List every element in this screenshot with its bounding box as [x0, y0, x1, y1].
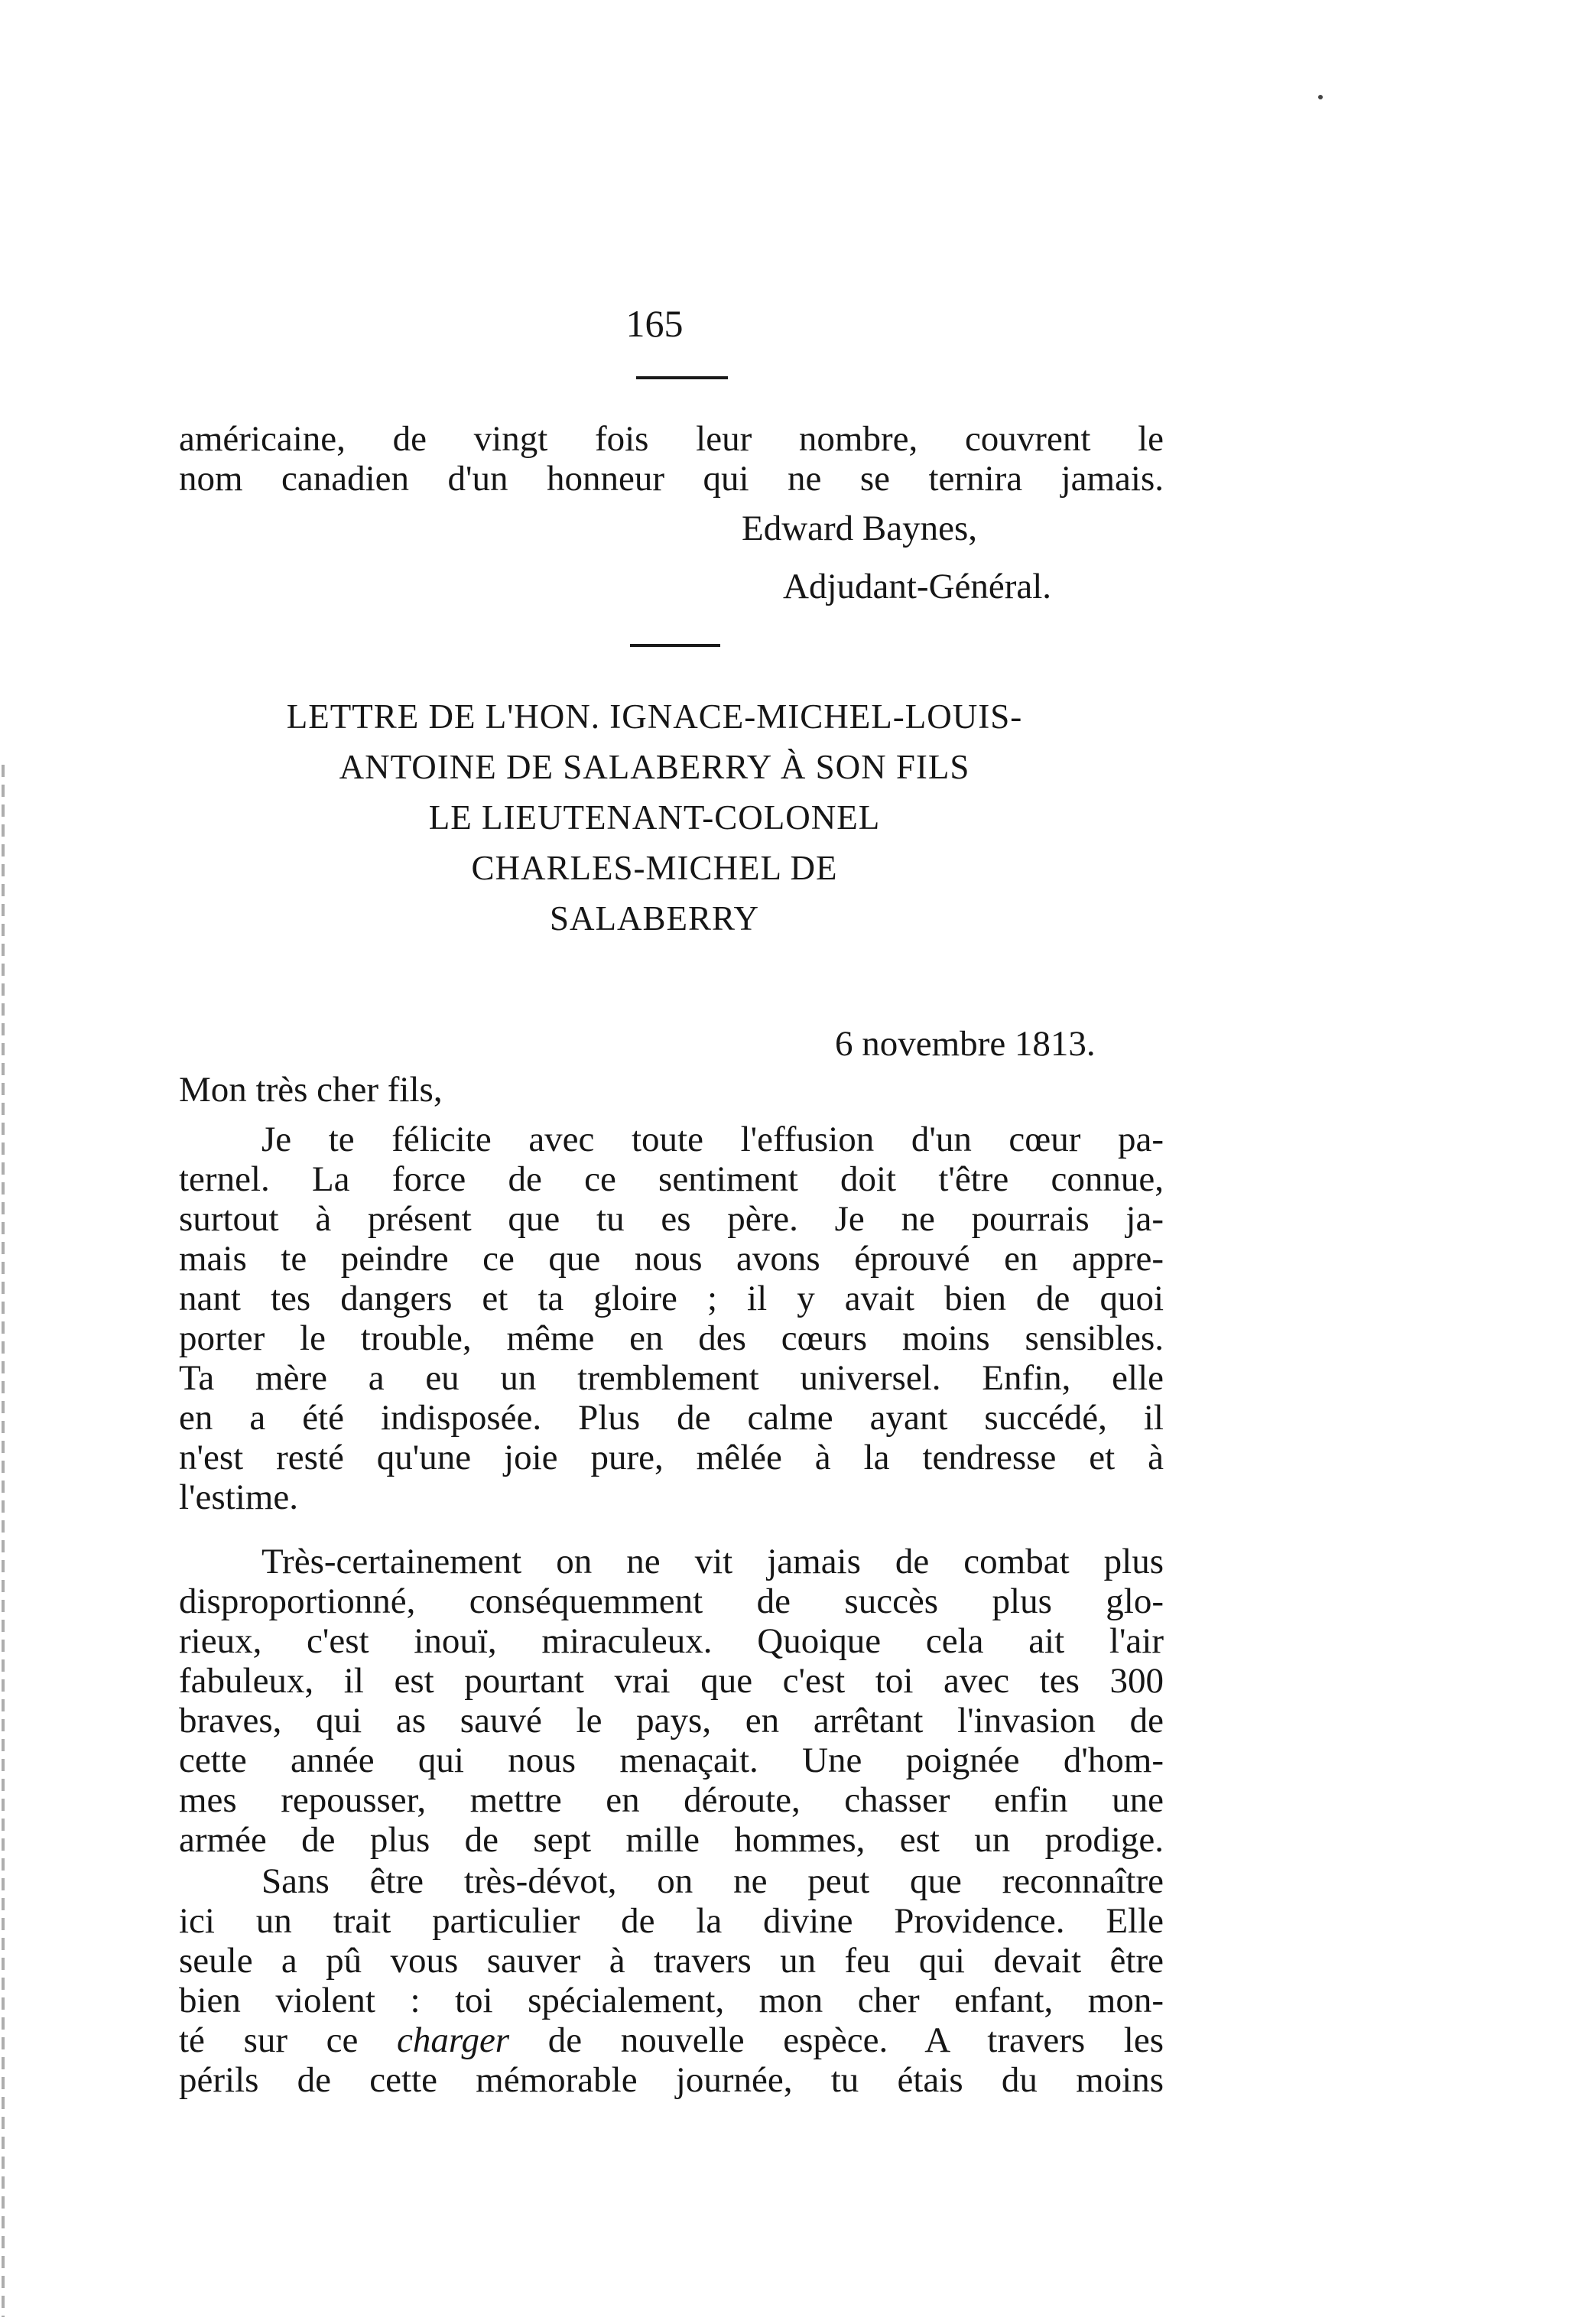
- scan-margin-artifact: [2, 765, 5, 2317]
- text-line: cette année qui nous menaçait. Une poignée d'hom-: [179, 1741, 1164, 1780]
- text-line: armée de plus de sept mille hommes, est un prodige.: [179, 1820, 1164, 1860]
- text-line: porter le trouble, même en des cœurs moins sensibles.: [179, 1318, 1164, 1358]
- text-line: nant tes dangers et ta gloire ; il y avait bien de quoi: [179, 1279, 1164, 1318]
- paragraph-2: [179, 1542, 1164, 1860]
- scan-speck: [1318, 95, 1323, 99]
- letter-date: 6 novembre 1813.: [835, 1024, 1096, 1064]
- text-line: américaine, de vingt fois leur nombre, couvrent le: [179, 419, 1164, 459]
- closing-paragraph: [179, 419, 1164, 499]
- text-line: Ta mère a eu un tremblement universel. Enfin, elle: [179, 1358, 1164, 1398]
- text-line: surtout à présent que tu es père. Je ne pourrais ja-: [179, 1199, 1164, 1239]
- text-line: Très-certainement on ne vit jamais de combat plus: [261, 1542, 1164, 1581]
- italic-word: charger: [397, 2020, 510, 2060]
- heading-line: ANTOINE DE SALABERRY À SON FILS: [339, 748, 970, 786]
- paragraph-3: [179, 1861, 1164, 2100]
- letter-heading: [153, 691, 1156, 944]
- text-line: mais te peindre ce que nous avons éprouvé en appre-: [179, 1239, 1164, 1279]
- text-line: l'estime.: [179, 1477, 298, 1517]
- text-segment: de nouvelle espèce. A travers les: [547, 2020, 1164, 2060]
- heading-line: CHARLES-MICHEL DE: [471, 849, 838, 887]
- salutation: Mon très cher fils,: [179, 1070, 443, 1110]
- page-number: 165: [625, 302, 684, 345]
- text-line: seule a pû vous sauver à travers un feu qui devait être: [179, 1941, 1164, 1981]
- text-line: nom canadien d'un honneur qui ne se ternira jamais.: [179, 459, 1164, 499]
- section-rule: [630, 644, 720, 647]
- top-rule: [636, 376, 728, 379]
- text-line: Sans être très-dévot, on ne peut que reconnaître: [261, 1861, 1164, 1901]
- paragraph-1: [179, 1120, 1164, 1517]
- text-line: n'est resté qu'une joie pure, mêlée à la tendresse et à: [179, 1438, 1164, 1477]
- text-line: fabuleux, il est pourtant vrai que c'est toi avec tes 300: [179, 1661, 1164, 1701]
- text-line: mes repousser, mettre en déroute, chasser enfin une: [179, 1780, 1164, 1820]
- text-line: [179, 2020, 1164, 2060]
- text-line: disproportionné, conséquemment de succès plus glo-: [179, 1581, 1164, 1621]
- heading-line: SALABERRY: [549, 899, 760, 938]
- text-line: ici un trait particulier de la divine Providence. Elle: [179, 1901, 1164, 1941]
- text-line: rieux, c'est inouï, miraculeux. Quoique cela ait l'air: [179, 1621, 1164, 1661]
- signature-name: Edward Baynes,: [742, 509, 978, 548]
- heading-line: LETTRE DE L'HON. IGNACE-MICHEL-LOUIS-: [286, 697, 1023, 736]
- text-line: en a été indisposée. Plus de calme ayant succédé, il: [179, 1398, 1164, 1438]
- heading-line: LE LIEUTENANT-COLONEL: [428, 798, 881, 837]
- text-line: ternel. La force de ce sentiment doit t'être connue,: [179, 1159, 1164, 1199]
- text-line: Je te félicite avec toute l'effusion d'un cœur pa-: [261, 1120, 1164, 1159]
- text-line: bien violent : toi spécialement, mon cher enfant, mon-: [179, 1981, 1164, 2020]
- signature-title: Adjudant-Général.: [783, 567, 1052, 606]
- text-line: braves, qui as sauvé le pays, en arrêtant l'invasion de: [179, 1701, 1164, 1741]
- text-segment: té sur ce: [179, 2020, 359, 2060]
- text-line: périls de cette mémorable journée, tu étais du moins: [179, 2060, 1164, 2100]
